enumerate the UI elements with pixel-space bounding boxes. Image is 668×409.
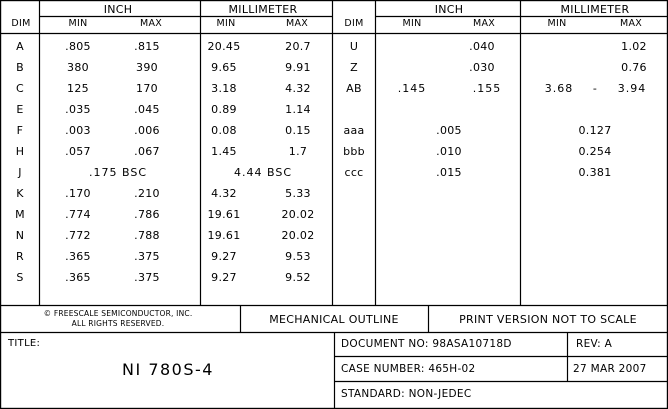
right-inch-min-header: MIN xyxy=(402,18,422,29)
table-cell: .155 xyxy=(472,82,502,95)
table-cell: 9.91 xyxy=(285,61,311,74)
table-row-dim: Z xyxy=(350,61,358,74)
table-row-dim: U xyxy=(349,40,359,53)
case-number: CASE NUMBER: 465H-02 xyxy=(341,363,476,375)
table-cell-span: .005 xyxy=(436,124,462,137)
table-row-dim: R xyxy=(16,250,24,263)
table-cell: 3.94 xyxy=(617,82,647,95)
table-row-dim: E xyxy=(16,103,24,116)
table-cell: .786 xyxy=(134,208,160,221)
table-cell: 4.32 xyxy=(285,82,311,95)
copyright-line-2: ALL RIGHTS RESERVED. xyxy=(71,319,165,328)
table-cell-span: 4.44 BSC xyxy=(233,166,293,179)
table-cell: .145 xyxy=(397,82,427,95)
table-cell: 20.02 xyxy=(281,208,315,221)
table-cell: 0.76 xyxy=(621,61,647,74)
table-cell: - xyxy=(592,82,598,95)
table-cell: 0.15 xyxy=(285,124,311,137)
table-cell: 0.89 xyxy=(211,103,237,116)
revision: REV: A xyxy=(576,338,613,350)
table-cell: 390 xyxy=(136,61,158,74)
table-cell: 9.53 xyxy=(285,250,311,263)
table-cell-span: .010 xyxy=(436,145,462,158)
table-cell: .375 xyxy=(134,271,160,284)
table-cell: .030 xyxy=(469,61,495,74)
mechanical-outline-label: MECHANICAL OUTLINE xyxy=(269,313,399,326)
table-cell: 170 xyxy=(136,82,158,95)
table-cell: 1.14 xyxy=(285,103,311,116)
table-cell: 20.02 xyxy=(281,229,315,242)
table-cell: 9.52 xyxy=(285,271,311,284)
right-mm-max-header: MAX xyxy=(619,18,643,29)
left-inch-min-header: MIN xyxy=(68,18,88,29)
left-mm-min-header: MIN xyxy=(216,18,236,29)
title-label: TITLE: xyxy=(8,338,41,349)
left-dim-header: DIM xyxy=(11,18,31,29)
table-cell: .805 xyxy=(65,40,91,53)
table-cell: .035 xyxy=(65,103,91,116)
table-cell: 19.61 xyxy=(207,229,241,242)
table-cell: 20.7 xyxy=(285,40,311,53)
right-dim-header: DIM xyxy=(344,18,364,29)
table-row-dim: ccc xyxy=(344,166,364,179)
table-cell: 380 xyxy=(67,61,89,74)
table-cell: .815 xyxy=(134,40,160,53)
left-millimeter-header: MILLIMETER xyxy=(228,3,298,16)
right-mm-min-header: MIN xyxy=(547,18,567,29)
table-row-dim: M xyxy=(15,208,25,221)
left-mm-max-header: MAX xyxy=(285,18,309,29)
left-inch-header: INCH xyxy=(103,3,133,16)
table-cell: 1.45 xyxy=(211,145,237,158)
table-cell: .774 xyxy=(65,208,91,221)
right-inch-header: INCH xyxy=(434,3,464,16)
table-cell-span: .015 xyxy=(436,166,462,179)
table-cell: .006 xyxy=(134,124,160,137)
table-row-dim: aaa xyxy=(343,124,365,137)
table-row-dim: A xyxy=(16,40,24,53)
table-cell: .365 xyxy=(65,250,91,263)
table-row-dim: J xyxy=(18,166,22,179)
document-date: 27 MAR 2007 xyxy=(573,363,647,375)
print-version-label: PRINT VERSION NOT TO SCALE xyxy=(459,313,637,326)
table-cell: .067 xyxy=(134,145,160,158)
table-cell: .057 xyxy=(65,145,91,158)
table-cell-span: 0.127 xyxy=(578,124,612,137)
table-row-dim: AB xyxy=(346,82,362,95)
table-cell-span: 0.381 xyxy=(578,166,612,179)
standard: STANDARD: NON-JEDEC xyxy=(341,388,472,400)
table-cell: .170 xyxy=(65,187,91,200)
table-row-dim: F xyxy=(16,124,24,137)
table-cell: 0.08 xyxy=(211,124,237,137)
right-millimeter-header: MILLIMETER xyxy=(560,3,630,16)
table-cell: 1.7 xyxy=(288,145,308,158)
table-cell: 3.18 xyxy=(211,82,237,95)
table-cell: 9.65 xyxy=(211,61,237,74)
table-cell: .772 xyxy=(65,229,91,242)
table-row-dim: bbb xyxy=(343,145,365,158)
table-row-dim: S xyxy=(16,271,24,284)
document-title: NI 780S-4 xyxy=(122,360,214,379)
left-inch-max-header: MAX xyxy=(139,18,163,29)
table-row-dim: N xyxy=(15,229,25,242)
table-cell: .045 xyxy=(134,103,160,116)
table-cell-span: 0.254 xyxy=(578,145,612,158)
copyright-line-1: © FREESCALE SEMICONDUCTOR, INC. xyxy=(43,309,193,318)
right-inch-max-header: MAX xyxy=(472,18,496,29)
table-row-dim: H xyxy=(15,145,25,158)
table-cell: .788 xyxy=(134,229,160,242)
table-cell: .210 xyxy=(134,187,160,200)
table-cell: 19.61 xyxy=(207,208,241,221)
table-cell: 9.27 xyxy=(211,271,237,284)
table-row-dim: K xyxy=(16,187,24,200)
table-cell-span: .175 BSC xyxy=(88,166,148,179)
table-cell: 1.02 xyxy=(621,40,647,53)
table-cell: .003 xyxy=(65,124,91,137)
document-number: DOCUMENT NO: 98ASA10718D xyxy=(341,338,512,350)
table-cell: .365 xyxy=(65,271,91,284)
table-row-dim: B xyxy=(16,61,24,74)
table-cell: 9.27 xyxy=(211,250,237,263)
table-row-dim: C xyxy=(16,82,24,95)
table-cell: .375 xyxy=(134,250,160,263)
table-cell: .040 xyxy=(469,40,495,53)
table-cell: 4.32 xyxy=(211,187,237,200)
table-cell: 5.33 xyxy=(285,187,311,200)
table-cell: 125 xyxy=(67,82,89,95)
table-cell: 3.68 xyxy=(544,82,574,95)
table-cell: 20.45 xyxy=(207,40,241,53)
